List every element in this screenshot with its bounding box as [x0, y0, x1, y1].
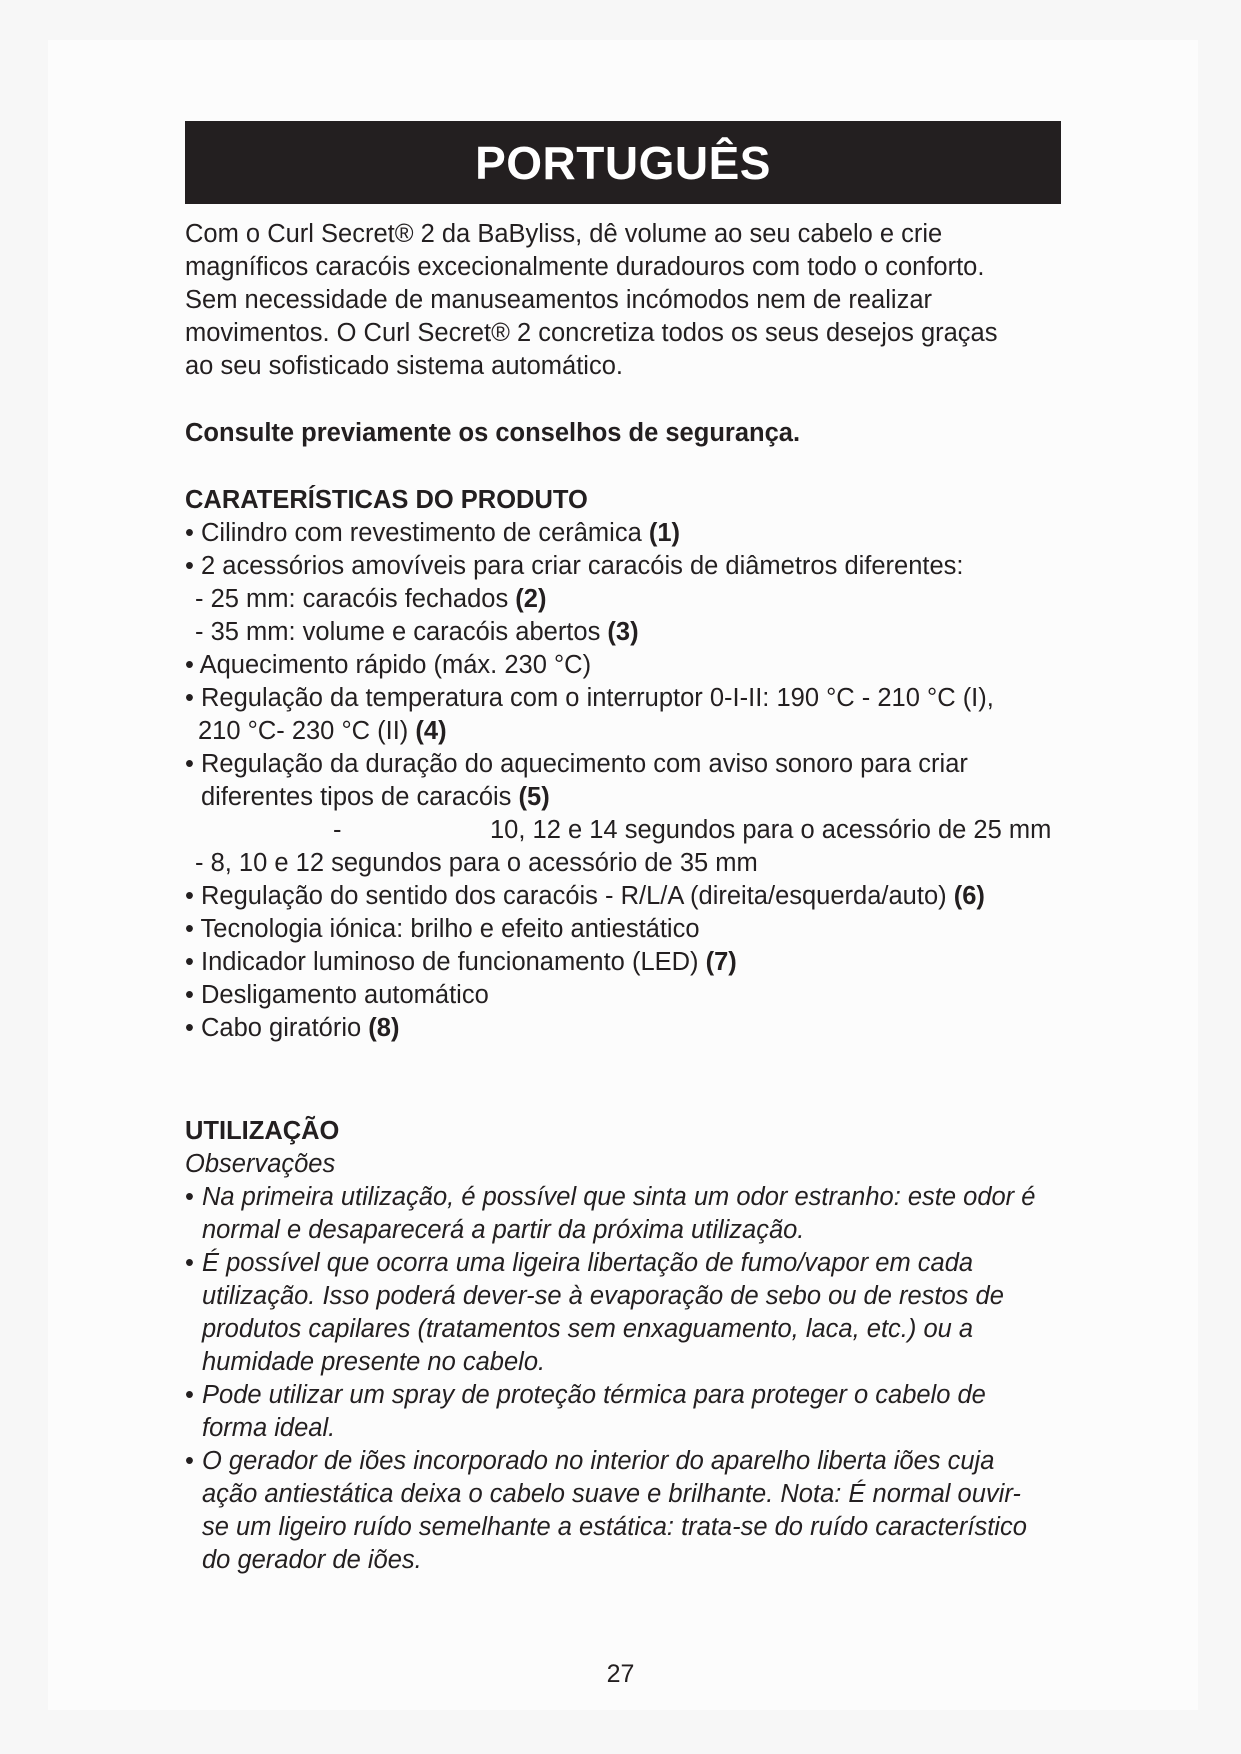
intro-line: Sem necessidade de manuseamentos incómodos nem de realizar [185, 286, 932, 314]
list-item: • Tecnologia iónica: brilho e efeito antiestático [185, 915, 700, 943]
list-item: • Indicador luminoso de funcionamento (LED) (7) [185, 948, 737, 976]
page-content [185, 218, 1085, 1577]
list-item: - 25 mm: caracóis fechados (2) [195, 585, 547, 613]
list-item: • É possível que ocorra uma ligeira libertação de fumo/vapor em cada utilização. Isso poderá dever-se à evaporação de sebo ou de restos de produtos capilares (tratamentos sem enxaguamento, laca, etc.) ou a humidade presente no cabelo. [185, 1249, 1004, 1376]
list-item: • Cilindro com revestimento de cerâmica (1) [185, 519, 681, 547]
list-item: • Regulação da duração do aquecimento com aviso sonoro para criar [185, 750, 968, 778]
list-item: diferentes tipos de caracóis (5) [201, 783, 550, 811]
intro-line: movimentos. O Curl Secret® 2 concretiza todos os seus desejos graças [185, 319, 998, 347]
intro-line: magníficos caracóis excecionalmente duradouros com todo o conforto. [185, 253, 985, 281]
list-item: - 8, 10 e 12 segundos para o acessório de 35 mm [195, 849, 758, 877]
observations-subheading: Observações [185, 1150, 336, 1178]
language-banner [185, 121, 1061, 204]
features-heading: CARATERÍSTICAS DO PRODUTO [185, 486, 588, 514]
list-item: • Regulação do sentido dos caracóis - R/L/A (direita/esquerda/auto) (6) [185, 882, 985, 910]
intro-paragraph [185, 218, 1085, 383]
list-item: • Pode utilizar um spray de proteção térmica para proteger o cabelo de forma ideal. [185, 1381, 986, 1442]
usage-heading: UTILIZAÇÃO [185, 1117, 340, 1145]
list-item: • Regulação da temperatura com o interruptor 0-I-II: 190 °C - 210 °C (I), [185, 684, 994, 712]
list-item: • Na primeira utilização, é possível que sinta um odor estranho: este odor é normal e desaparecerá a partir da próxima utilização. [185, 1183, 1036, 1244]
list-item: • 2 acessórios amovíveis para criar caracóis de diâmetros diferentes: [185, 552, 964, 580]
list-item: • Cabo giratório (8) [185, 1014, 400, 1042]
list-item: • O gerador de iões incorporado no interior do aparelho liberta iões cuja ação antiestática deixa o cabelo suave e brilhante. Nota: É normal ouvir- se um ligeiro ruído semelhante a estática: trata-se do ruído característico do gerador de iões. [185, 1447, 1027, 1574]
page-number: 27 [606, 1660, 635, 1688]
list-item: • Desligamento automático [185, 981, 489, 1009]
list-item: 210 °C- 230 °C (II) (4) [198, 717, 447, 745]
intro-line: ao seu sofisticado sistema automático. [185, 352, 623, 380]
banner-title: PORTUGUÊS [475, 136, 771, 189]
list-item: • Aquecimento rápido (máx. 230 °C) [185, 651, 592, 679]
safety-note: Consulte previamente os conselhos de segurança. [185, 419, 801, 447]
list-item: - 10, 12 e 14 segundos para o acessório de 25 mm [333, 816, 1052, 844]
notes-list [185, 1181, 1085, 1577]
features-list [185, 517, 1085, 1045]
list-item: - 35 mm: volume e caracóis abertos (3) [195, 618, 639, 646]
intro-line: Com o Curl Secret® 2 da BaByliss, dê volume ao seu cabelo e crie [185, 220, 943, 248]
